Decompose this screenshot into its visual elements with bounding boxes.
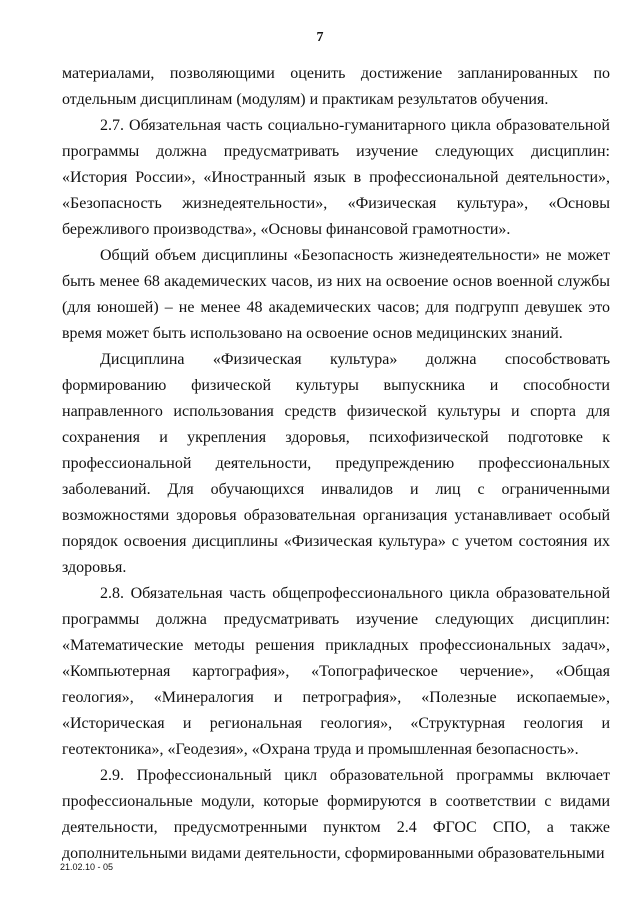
- document-body: [62, 61, 610, 867]
- paragraph-life-safety: Общий объем дисциплины «Безопасность жизнедеятельности» не может быть менее 68 академических часов, из них на освоение основ военной службы (для юношей) – не менее 48 академических часов; для подгрупп девушек это время может быть использовано на освоение основ медицинских знаний.: [62, 247, 610, 342]
- paragraph-2-9: 2.9. Профессиональный цикл образовательной программы включает профессиональные модули, которые формируются в соответствии с видами деятельности, предусмотренными пунктом 2.4 ФГОС СПО, а также дополнительными видами деятельности, сформированными образовательными: [62, 767, 610, 862]
- paragraph-continuation: материалами, позволяющими оценить достижение запланированных по отдельным дисциплинам (модулям) и практикам результатов обучения.: [62, 65, 610, 108]
- paragraph-2-7: 2.7. Обязательная часть социально-гуманитарного цикла образовательной программы должна предусматривать изучение следующих дисциплин: «История России», «Иностранный язык в профессиональной деятельности», «Безопасность жизнедеятельности», «Физическая культура», «Основы бережливого производства», «Основы финансовой грамотности».: [62, 117, 610, 238]
- paragraph-2-8: 2.8. Обязательная часть общепрофессионального цикла образовательной программы должна предусматривать изучение следующих дисциплин: «Математические методы решения прикладных профессиональных задач», «Компьютерная картография», «Топографическое черчение», «Общая геология», «Минералогия и петрография», «Полезные ископаемые», «Историческая и региональная геология», «Структурная геология и геотектоника», «Геодезия», «Охрана труда и промышленная безопасность».: [62, 585, 610, 758]
- footer-code: 21.02.10 - 05: [60, 862, 114, 872]
- page-number: 7: [316, 30, 324, 45]
- paragraph-physical-culture: Дисциплина «Физическая культура» должна способствовать формированию физической культуры выпускника и способности направленного использования средств физической культуры и спорта для сохранения и укрепления здоровья, психофизической подготовке к профессиональной деятельности, предупреждению профессиональных заболеваний. Для обучающихся инвалидов и лиц с ограниченными возможностями здоровья образовательная организация устанавливает особый порядок освоения дисциплины «Физическая культура» с учетом состояния их здоровья.: [62, 351, 610, 576]
